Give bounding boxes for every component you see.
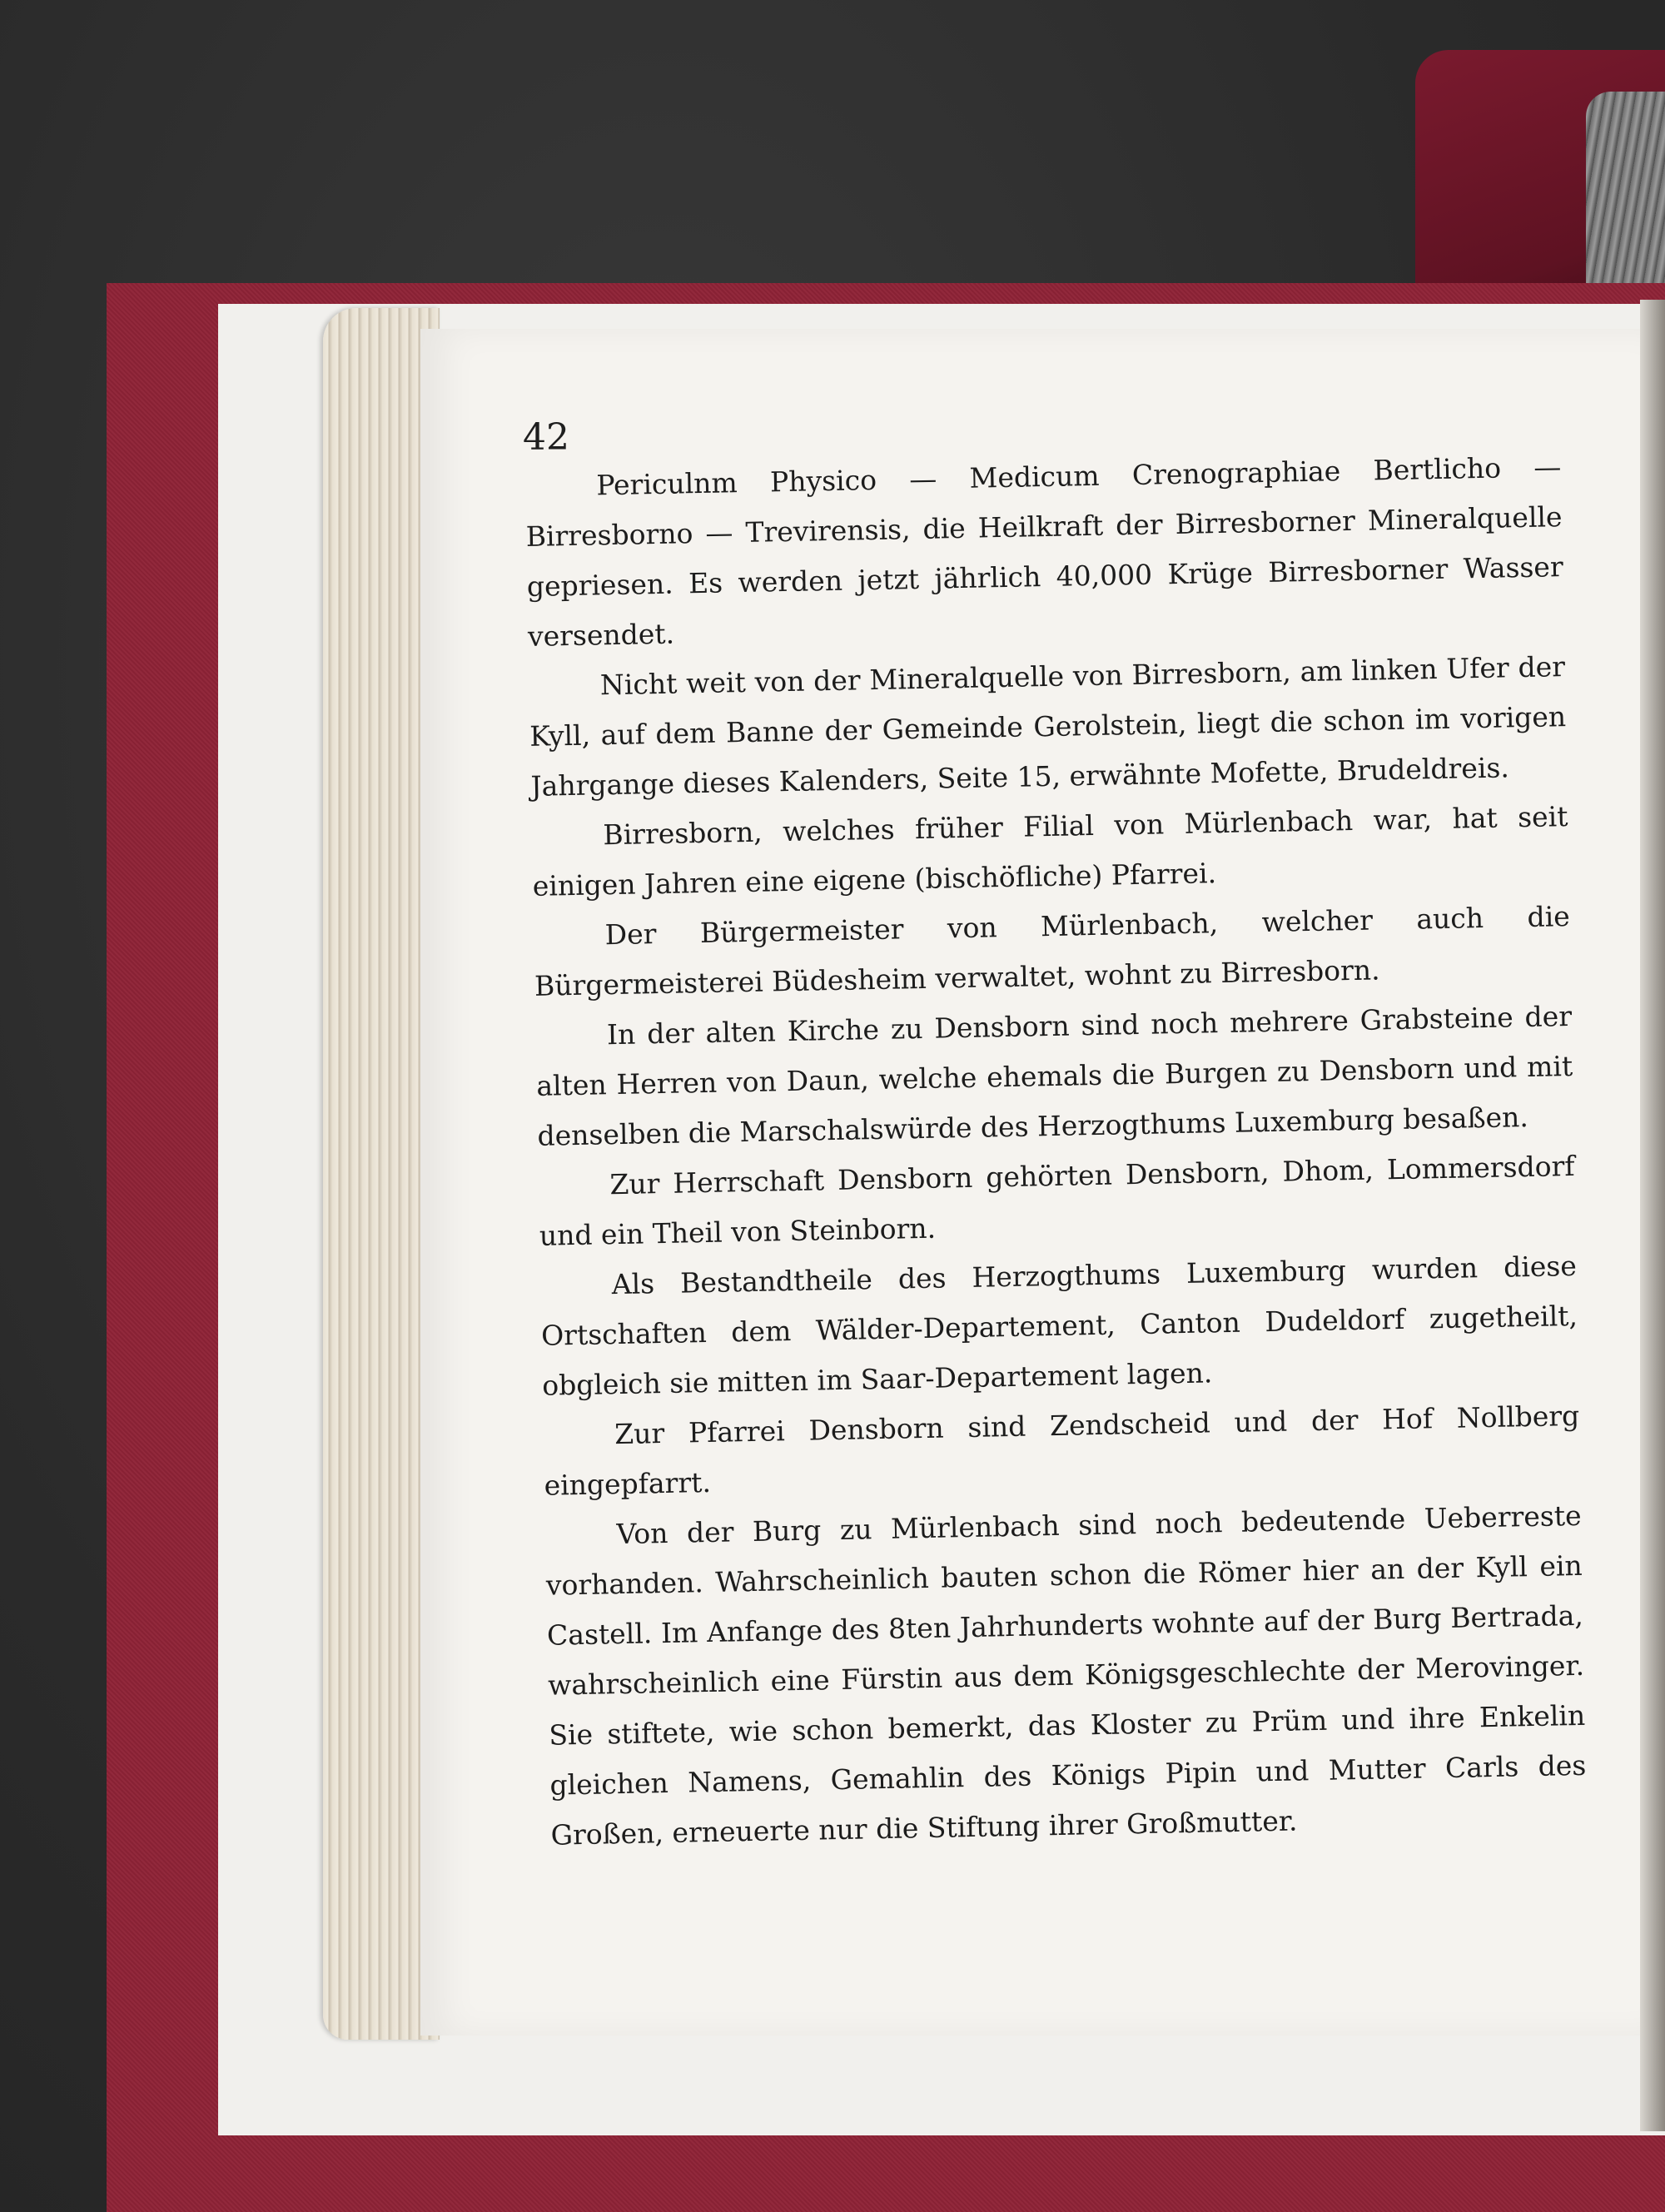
page-text	[524, 442, 1588, 1861]
paragraph: Periculnm Physico — Medicum Crenographiae Bertlicho — Birresborno — Trevirensis, die Heilkraft der Birresborner Mineralquelle gepriesen. Es werden jetzt jährlich 40,000 Krüge Birresborner Wasser versendet.	[525, 450, 1564, 653]
paragraph: Nicht weit von der Mineralquelle von Birresborn, am linken Ufer der Kyll, auf dem Banne der Gemeinde Gerolstein, liegt die schon im vorigen Jahrgange dieses Kalenders, Seite 15, erwähnte Mofette, Brudeldreis.	[529, 650, 1567, 803]
paragraph: In der alten Kirche zu Densborn sind noch mehrere Grabsteine der alten Herren von Daun, welche ehemals die Burgen zu Densborn und mit denselben die Marschalswürde des Herzogthums Luxemburg besaßen.	[536, 999, 1573, 1152]
book-gutter	[1640, 300, 1665, 2131]
paragraph: Der Bürgermeister von Mürlenbach, welcher auch die Bürgermeisterei Büdesheim verwaltet, wohnt zu Birresborn.	[534, 899, 1571, 1002]
paragraph: Als Bestandtheile des Herzogthums Luxemburg wurden diese Ortschaften dem Wälder-Departement, Canton Dudeldorf zugetheilt, obgleich sie mitten im Saar-Departement lagen.	[540, 1249, 1578, 1402]
paragraph: Zur Herrschaft Densborn gehörten Densborn, Dhom, Lommersdorf und ein Theil von Steinborn.	[539, 1149, 1575, 1252]
paragraph: Von der Burg zu Mürlenbach sind noch bedeutende Ueberreste vorhanden. Wahrscheinlich bauten schon die Römer hier an der Kyll ein Castell. Im Anfange des 8ten Jahrhunderts wohnte auf der Burg Bertrada, wahrscheinlich eine Fürstin aus dem Königsgeschlechte der Merovinger. Sie stiftete, wie schon bemerkt, das Kloster zu Prüm und ihre Enkelin gleichen Namens, Gemahlin des Königs Pipin und Mutter Carls des Großen, erneuerte nur die Stiftung ihrer Großmutter.	[545, 1499, 1587, 1852]
paragraph: Zur Pfarrei Densborn sind Zendscheid und der Hof Nollberg eingepfarrt.	[544, 1399, 1580, 1502]
page-number: 42	[523, 416, 569, 459]
paragraph: Birresborn, welches früher Filial von Mürlenbach war, hat seit einigen Jahren eine eigene (bischöfliche) Pfarrei.	[532, 800, 1568, 902]
